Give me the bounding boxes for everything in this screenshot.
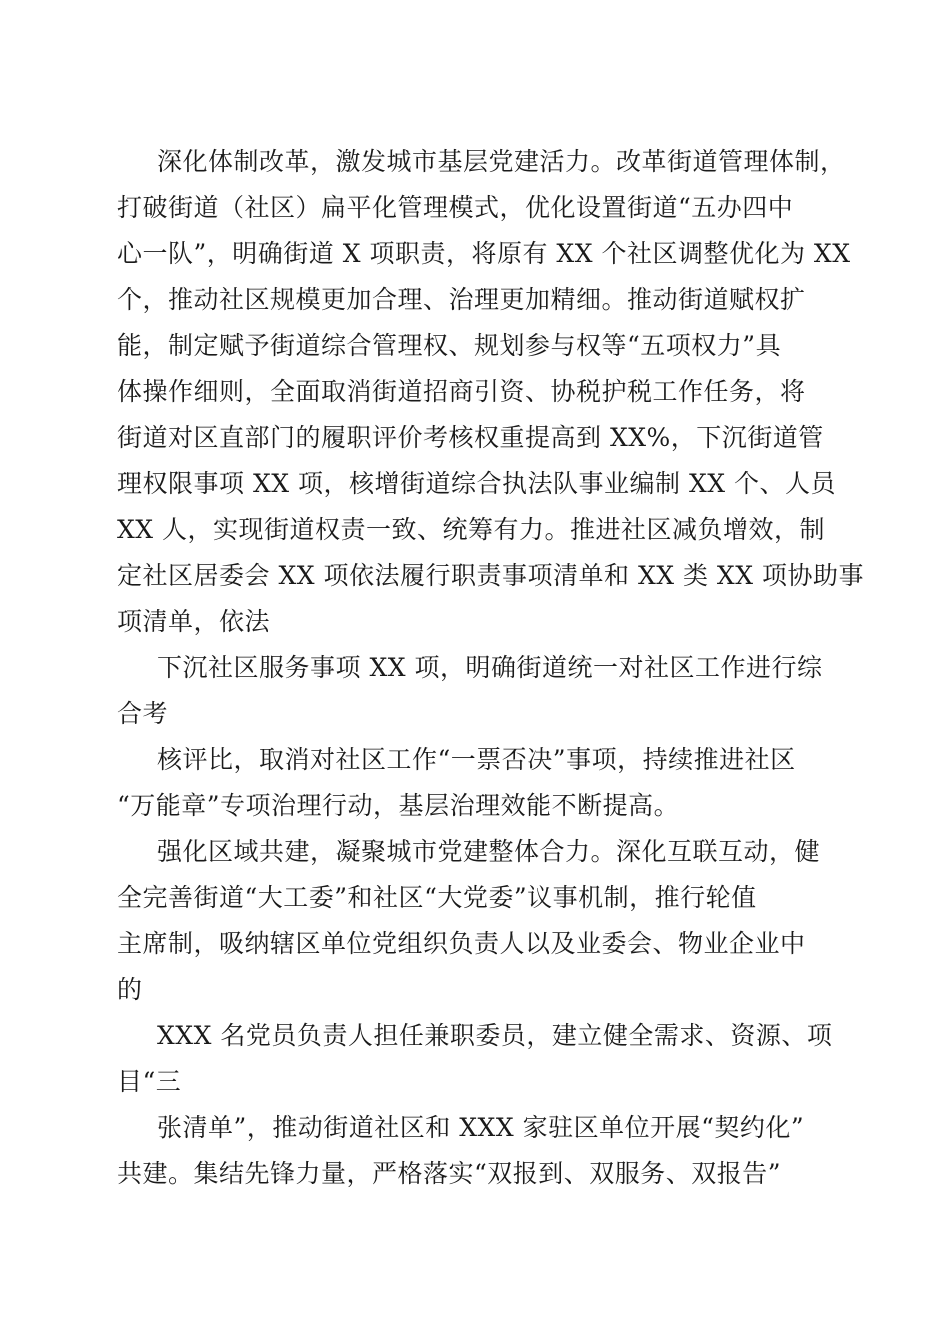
text-line-12: 下沉社区服务事项 XX 项，明确街道统一对社区工作进行综 [157, 653, 823, 682]
text-line-7: 街道对区直部门的履职评价考核权重提高到 XX%，下沉街道管 [117, 423, 824, 452]
text-line-20: XXX 名党员负责人担任兼职委员，建立健全需求、资源、项 [157, 1021, 833, 1050]
text-line-2: 打破街道（社区）扁平化管理模式，优化设置街道“五办四中 [117, 193, 794, 222]
text-line-10: 定社区居委会 XX 项依法履行职责事项清单和 XX 类 XX 项协助事 [117, 561, 864, 590]
text-line-8: 理权限事项 XX 项，核增街道综合执法队事业编制 XX 个、人员 [117, 469, 836, 498]
text-line-5: 能，制定赋予街道综合管理权、规划参与权等“五项权力”具 [117, 331, 782, 360]
text-line-19: 的 [117, 975, 143, 1004]
text-line-18: 主席制，吸纳辖区单位党组织负责人以及业委会、物业企业中 [117, 929, 806, 958]
text-line-6: 体操作细则，全面取消街道招商引资、协税护税工作任务，将 [117, 377, 806, 406]
text-line-1: 深化体制改革，激发城市基层党建活力。改革街道管理体制， [157, 147, 846, 176]
text-line-11: 项清单，依法 [117, 607, 271, 636]
text-line-17: 全完善街道“大工委”和社区“大党委”议事机制，推行轮值 [117, 883, 757, 912]
text-line-3: 心一队”，明确街道 X 项职责，将原有 XX 个社区调整优化为 XX [117, 239, 851, 268]
text-line-21: 目“三 [117, 1067, 182, 1096]
text-line-22: 张清单”，推动街道社区和 XXX 家驻区单位开展“契约化” [157, 1113, 805, 1142]
text-line-9: XX 人，实现街道权责一致、统筹有力。推进社区减负增效，制 [117, 515, 826, 544]
text-line-16: 强化区域共建，凝聚城市党建整体合力。深化互联互动，健 [157, 837, 821, 866]
text-line-15: “万能章”专项治理行动，基层治理效能不断提高。 [117, 791, 680, 820]
text-line-13: 合考 [117, 699, 169, 728]
text-line-4: 个，推动社区规模更加合理、治理更加精细。推动街道赋权扩 [117, 285, 806, 314]
text-line-14: 核评比，取消对社区工作“一票否决”事项，持续推进社区 [157, 745, 796, 774]
text-line-23: 共建。集结先锋力量，严格落实“双报到、双服务、双报告” [117, 1159, 782, 1188]
